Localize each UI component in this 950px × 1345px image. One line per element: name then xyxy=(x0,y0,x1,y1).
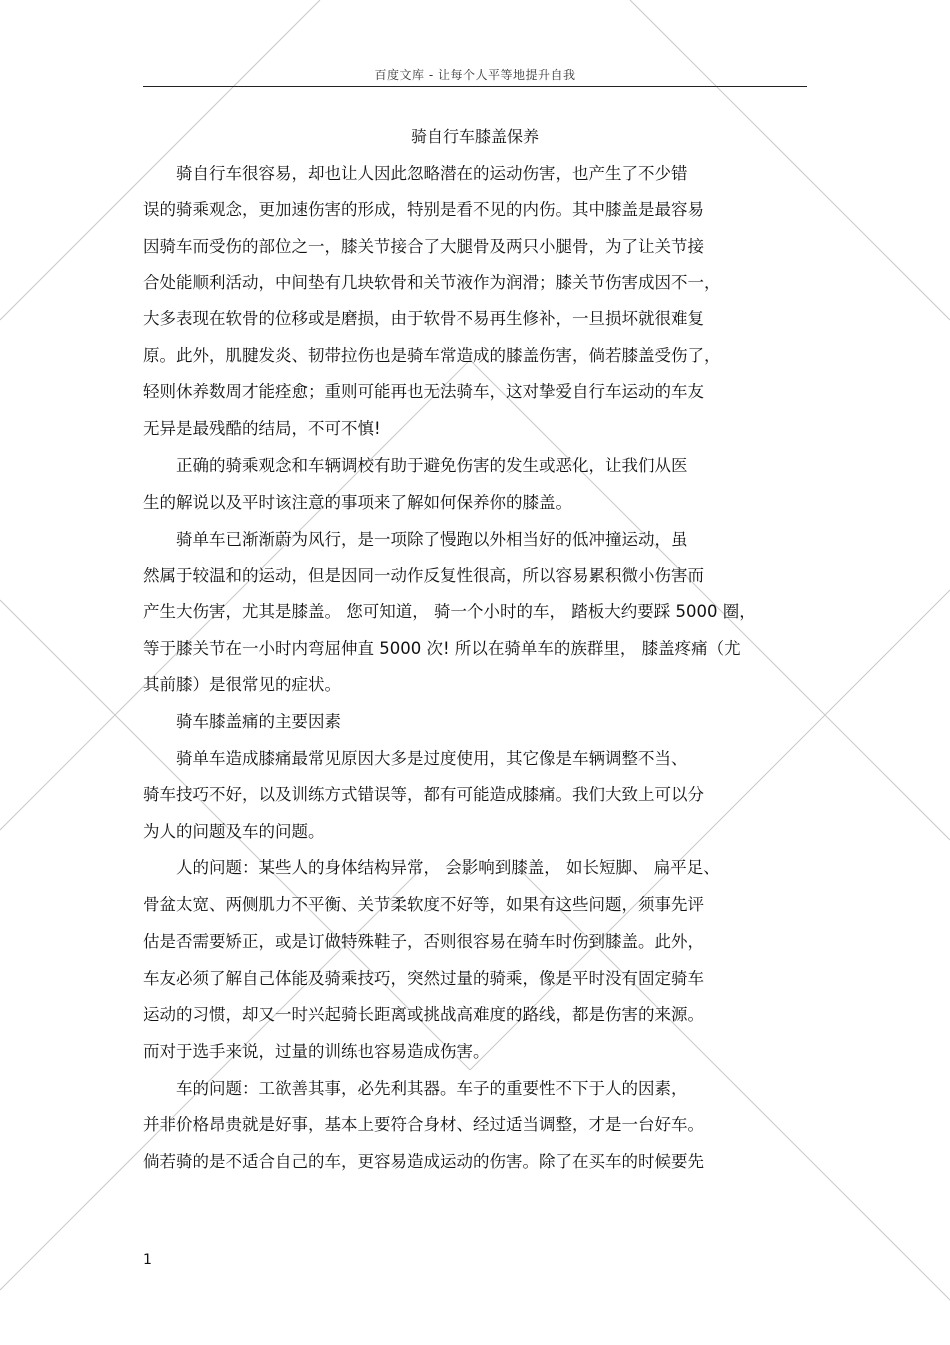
document-title: 骑自行车膝盖保养 xyxy=(410,127,539,146)
text-line: 合处能顺利活动，中间垫有几块软骨和关节液作为润滑；膝关节伤害成因不一， xyxy=(143,273,721,292)
text-line: 正确的骑乘观念和车辆调校有助于避免伤害的发生或恶化，让我们从医 xyxy=(143,456,688,475)
text-line: 等于膝关节在一小时内弯屈伸直 5000 次! 所以在骑单车的族群里， 膝盖疼痛（尤 xyxy=(143,639,741,658)
text-line: 骑车膝盖痛的主要因素 xyxy=(143,712,341,731)
text-line: 然属于较温和的运动，但是因同一动作反复性很高，所以容易累积微小伤害而 xyxy=(143,566,704,585)
page-header: 百度文库 - 让每个人平等地提升自我 xyxy=(374,68,576,82)
text-line: 骨盆太宽、两侧肌力不平衡、关节柔软度不好等，如果有这些问题，须事先评 xyxy=(143,895,704,914)
text-line: 无异是最残酷的结局，不可不慎! xyxy=(143,419,381,438)
text-line: 估是否需要矫正，或是订做特殊鞋子，否则很容易在骑车时伤到膝盖。此外， xyxy=(143,932,704,951)
page-number: 1 xyxy=(143,1252,152,1268)
text-line: 大多表现在软骨的位移或是磨损，由于软骨不易再生修补，一旦损坏就很难复 xyxy=(143,309,704,328)
text-line: 倘若骑的是不适合自己的车，更容易造成运动的伤害。除了在买车的时候要先 xyxy=(143,1152,704,1171)
text-line: 骑单车已渐渐蔚为风行，是一项除了慢跑以外相当好的低冲撞运动，虽 xyxy=(143,530,688,549)
text-line: 生的解说以及平时该注意的事项来了解如何保养你的膝盖。 xyxy=(143,493,572,512)
text-line: 轻则休养数周才能痊愈；重则可能再也无法骑车，这对挚爱自行车运动的车友 xyxy=(143,382,704,401)
text-line: 车友必须了解自己体能及骑乘技巧，突然过量的骑乘，像是平时没有固定骑车 xyxy=(143,969,704,988)
text-line: 其前膝）是很常见的症状。 xyxy=(143,675,341,694)
text-line: 人的问题：某些人的身体结构异常， 会影响到膝盖， 如长短脚、 扁平足、 xyxy=(143,858,720,877)
text-line: 车的问题：工欲善其事，必先利其器。车子的重要性不下于人的因素， xyxy=(143,1079,688,1098)
text-line: 因骑车而受伤的部位之一，膝关节接合了大腿骨及两只小腿骨，为了让关节接 xyxy=(143,237,704,256)
text-line: 骑单车造成膝痛最常见原因大多是过度使用，其它像是车辆调整不当、 xyxy=(143,749,688,768)
text-line: 并非价格昂贵就是好事，基本上要符合身材、经过适当调整，才是一台好车。 xyxy=(143,1115,704,1134)
text-line: 运动的习惯，却又一时兴起骑长距离或挑战高难度的路线，都是伤害的来源。 xyxy=(143,1005,704,1024)
text-line: 骑自行车很容易，却也让人因此忽略潜在的运动伤害，也产生了不少错 xyxy=(143,164,688,183)
text-line: 为人的问题及车的问题。 xyxy=(143,822,325,841)
text-line: 原。此外，肌腱发炎、韧带拉伤也是骑车常造成的膝盖伤害，倘若膝盖受伤了， xyxy=(143,346,721,365)
text-line: 产生大伤害，尤其是膝盖。 您可知道， 骑一个小时的车， 踏板大约要踩 5000 圈， xyxy=(143,602,756,621)
text-line: 骑车技巧不好，以及训练方式错误等，都有可能造成膝痛。我们大致上可以分 xyxy=(143,785,704,804)
text-line: 误的骑乘观念，更加速伤害的形成，特别是看不见的内伤。其中膝盖是最容易 xyxy=(143,200,704,219)
text-line: 而对于选手来说，过量的训练也容易造成伤害。 xyxy=(143,1042,490,1061)
header-divider xyxy=(143,86,807,87)
